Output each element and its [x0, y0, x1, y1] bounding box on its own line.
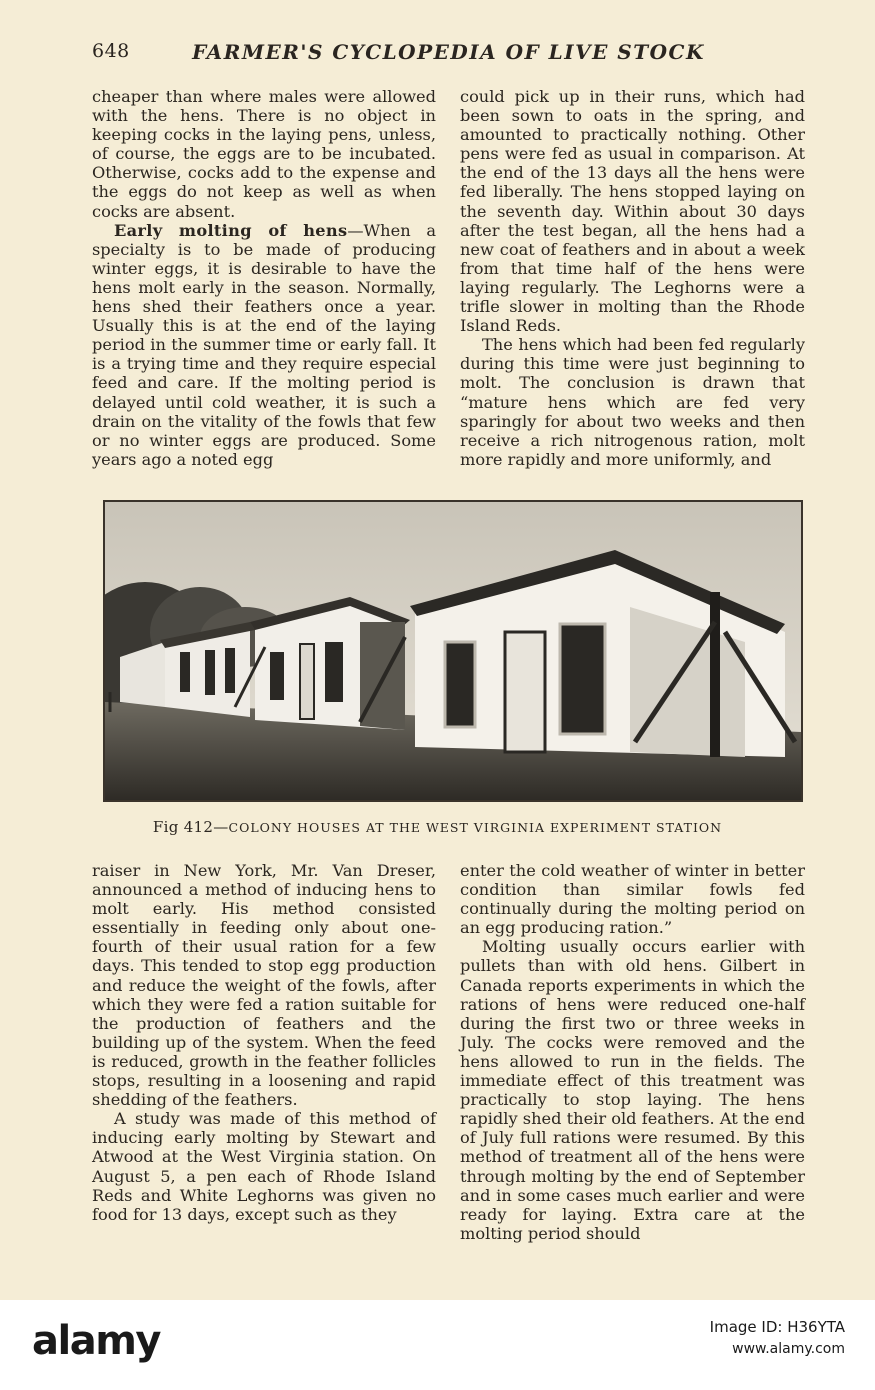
paragraph: cheaper than where males were allowed with the hens. There is no object in keeping cocks in the laying pens, unless, of course, the eggs are to be incubated. Otherwise, cocks add to the expense and the eggs do not keep as well as when cocks are absent. — [92, 87, 436, 221]
bottom-right-column — [460, 861, 805, 1243]
photo-illustration — [105, 502, 801, 800]
paragraph: The hens which had been fed regularly during this time were just beginning to molt. The conclusion is drawn that “mature hens which are fed very sparingly for about two weeks and then receive a rich nitrogenous ration, molt more rapidly and more uniformly, and — [460, 335, 805, 469]
paragraph — [92, 221, 436, 469]
source-url: www.alamy.com — [732, 1341, 845, 1357]
photo-colony-houses — [103, 500, 803, 802]
page-number: 648 — [92, 40, 130, 62]
image-id: Image ID: H36YTA — [709, 1318, 845, 1336]
figure-label: Fig 412— — [152, 818, 229, 836]
paragraph: could pick up in their runs, which had been sown to oats in the spring, and amounted to practically nothing. Other pens were fed as usual in comparison. At the end of the 13 days all the hens were fed liberally. The hens stopped laying on the seventh day. Within about 30 days after the test began, all the hens had a new coat of feathers and in about a week from that time half of the hens were laying regularly. The Leghorns were a trifle slower in molting than the Rhode Island Reds. — [460, 87, 805, 336]
paragraph-body: —When a specialty is to be made of producing winter eggs, it is desirable to have the hens molt early in the season. Normally, hens shed their feathers once a year. Usually this is at the end of the laying period in the summer time or early fall. It is a trying time and they require especial feed and care. If the molting period is delayed until cold weather, it is such a drain on the vitality of the fowls that few or no winter eggs are produced. Some years ago a noted egg — [92, 220, 436, 469]
running-title: FARMER'S CYCLOPEDIA OF LIVE STOCK — [192, 40, 705, 64]
watermark-footer — [0, 1300, 875, 1390]
top-left-column — [92, 87, 436, 469]
paragraph: raiser in New York, Mr. Van Dreser, announced a method of inducing hens to molt early. His method consisted essentially in feeding only about one-fourth of their usual ration for a few days. This tended to stop egg production and reduce the weight of the fowls, after which they were fed a ration suitable for the production of feathers and the building up of the system. When the feed is reduced, growth in the feather follicles stops, resulting in a loosening and rapid shedding of the feathers. — [92, 861, 436, 1110]
paragraph: enter the cold weather of winter in better condition than similar fowls fed continually during the molting period on an egg producing ration.” — [460, 861, 805, 938]
paragraph: A study was made of this method of inducing early molting by Stewart and Atwood at the West Virginia station. On August 5, a pen each of Rhode Island Reds and White Leghorns was given no food for 13 days, except such as they — [92, 1109, 436, 1224]
paragraph: Molting usually occurs earlier with pullets than with old hens. Gilbert in Canada reports experiments in which the rations of hens were reduced one-half during the first two or three weeks in July. The cocks were removed and the hens allowed to run in the fields. The immediate effect of this treatment was practically to stop laying. The hens rapidly shed their old feathers. At the end of July full rations were resumed. By this method of treatment all of the hens were through molting by the end of September and in some cases much earlier and were ready for laying. Extra care at the molting period should — [460, 937, 805, 1243]
section-heading: Early molting of hens — [114, 220, 348, 240]
figure-caption-text: COLONY HOUSES AT THE WEST VIRGINIA EXPERIMENT STATION — [228, 820, 723, 835]
image-id-block — [710, 1316, 845, 1360]
brand-logo: alamy — [32, 1318, 160, 1364]
figure-caption — [60, 818, 815, 836]
bottom-left-column — [92, 861, 436, 1224]
top-right-column — [460, 87, 805, 469]
page-header — [92, 40, 805, 68]
